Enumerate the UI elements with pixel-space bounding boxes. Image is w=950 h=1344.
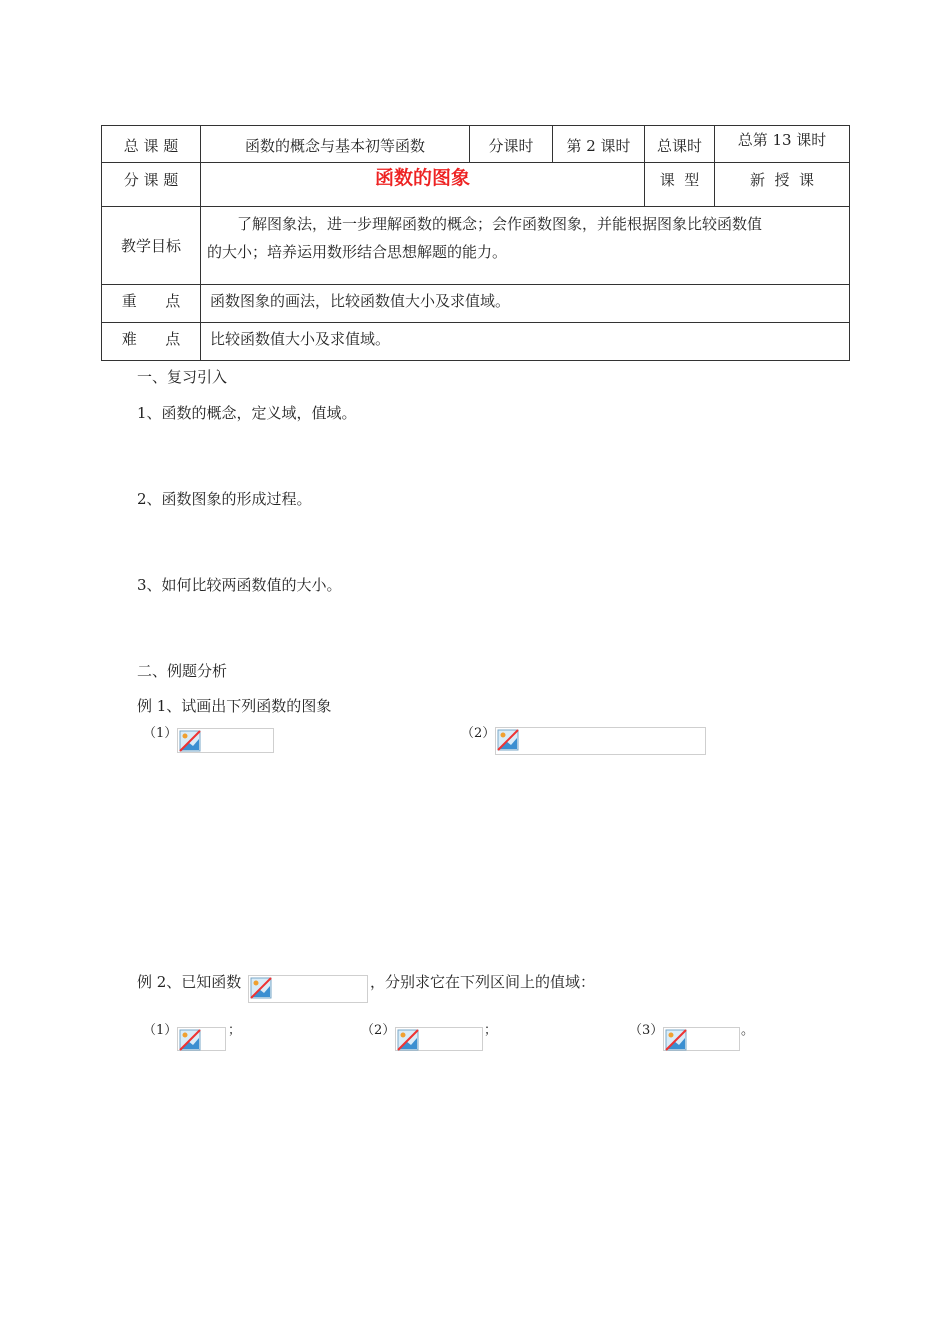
section1-heading: 一、复习引入 [137,368,228,386]
broken-image-icon [179,730,201,752]
example2-interval2-image [395,1027,483,1051]
key-point-label: 重 点 [102,285,201,323]
total-hours-value: 总第 13 课时 [715,126,850,163]
teaching-goal-line1: 了解图象法，进一步理解函数的概念；会作函数图象，并能根据图象比较函数值 [237,215,763,233]
example2-part3-label: （3） [629,1023,664,1038]
teaching-goal-text [201,207,850,285]
key-point-text: 函数图象的画法，比较函数值大小及求值域。 [201,285,850,323]
total-topic-value: 函数的概念与基本初等函数 [201,126,470,163]
example1-formula2-image [495,727,706,755]
sub-hours-value: 第 2 课时 [553,126,645,163]
broken-image-icon [397,1029,419,1051]
teaching-goal-label: 教学目标 [102,207,201,285]
lesson-type-value: 新 授 课 [715,163,850,207]
example2-part2-label: （2） [361,1023,396,1038]
example2-interval1-image [177,1027,226,1051]
example2-part2-suffix: ； [484,1023,498,1038]
total-topic-label: 总 课 题 [102,126,201,163]
example1-formula1-image [177,728,274,753]
section2-heading: 二、例题分析 [137,662,228,680]
example1-part1-label: （1） [143,726,178,741]
example2-part3-suffix: 。 [741,1023,755,1038]
broken-image-icon [497,729,519,751]
example2-part1-suffix: ； [228,1023,242,1038]
broken-image-icon [665,1029,687,1051]
total-hours-label: 总课时 [645,126,715,163]
example2-text-after: ，分别求它在下列区间上的值域： [370,973,596,991]
difficulty-text: 比较函数值大小及求值域。 [201,323,850,361]
lesson-type-label: 课 型 [645,163,715,207]
subtopic-label: 分 课 题 [102,163,201,207]
example2-function-image [248,975,368,1003]
example2-interval3-image [663,1027,740,1051]
sub-hours-label: 分课时 [470,126,553,163]
review-item-3: 3、如何比较两函数值的大小。 [137,576,342,594]
example1-text: 例 1、试画出下列函数的图象 [137,697,332,715]
broken-image-icon [250,977,272,999]
lesson-header-table [101,125,850,361]
review-item-1: 1、函数的概念，定义域，值域。 [137,404,357,422]
difficulty-label: 难 点 [102,323,201,361]
example2-part1-label: （1） [143,1023,178,1038]
teaching-goal-line2: 的大小；培养运用数形结合思想解题的能力。 [207,243,508,261]
subtopic-value: 函数的图象 [201,163,645,207]
broken-image-icon [179,1029,201,1051]
review-item-2: 2、函数图象的形成过程。 [137,490,312,508]
example2-text-before: 例 2、已知函数 [137,973,242,991]
example1-part2-label: （2） [461,726,496,741]
